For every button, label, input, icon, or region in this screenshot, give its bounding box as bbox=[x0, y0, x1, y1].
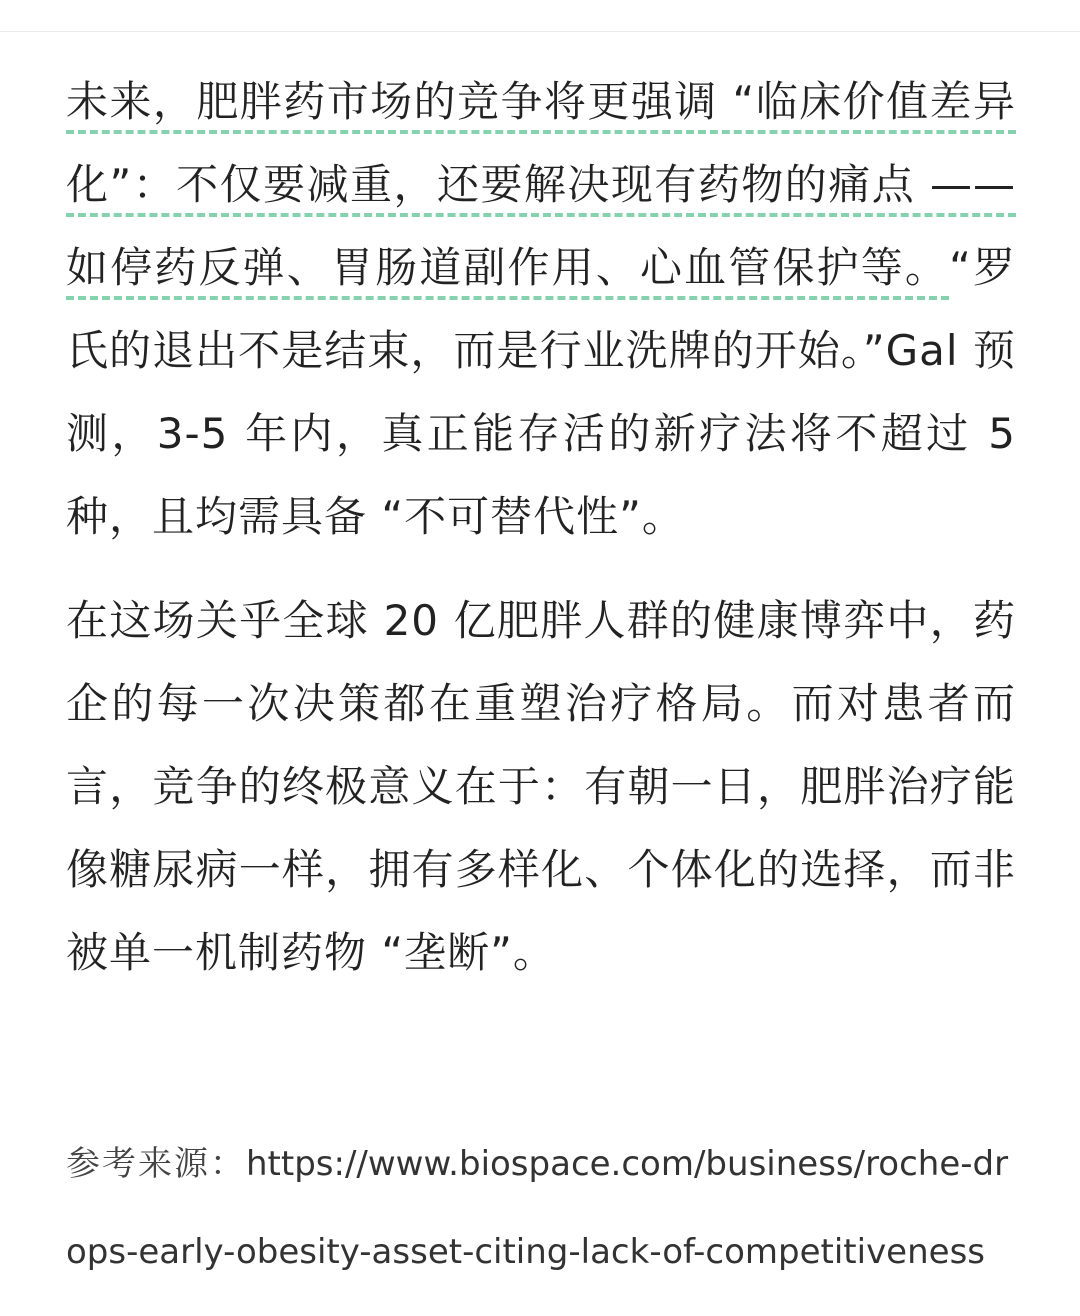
paragraph-health-game: 在这场关乎全球 20 亿肥胖人群的健康博弈中，药企的每一次决策都在重塑治疗格局。而对患者而言，竞争的终极意义在于：有朝一日，肥胖治疗能像糖尿病一样，拥有多样化、个体化的选择，而非被单一机制药物 “垄断”。 bbox=[66, 596, 1016, 977]
paragraph-future-competition bbox=[66, 60, 1016, 558]
reference-label: 参考来源： bbox=[66, 1144, 246, 1184]
reference-url[interactable]: https://www.biospace.com/business/roche-drops-early-obesity-asset-citing-lack-of-competitiveness bbox=[66, 1144, 1009, 1272]
reference-source bbox=[66, 1120, 1026, 1296]
top-divider bbox=[0, 31, 1080, 32]
highlighted-text[interactable]: 未来，肥胖药市场的竞争将更强调 “临床价值差异化”：不仅要减重，还要解决现有药物的痛点 —— 如停药反弹、胃肠道副作用、心血管保护等。 bbox=[66, 77, 1016, 300]
paragraph-text: “罗氏的退出不是结束，而是行业洗牌的开始。”Gal 预测，3-5 年内，真正能存活的新疗法将不超过 5 种，且均需具备 “不可替代性”。 bbox=[66, 243, 1016, 541]
article-body bbox=[66, 60, 1016, 994]
